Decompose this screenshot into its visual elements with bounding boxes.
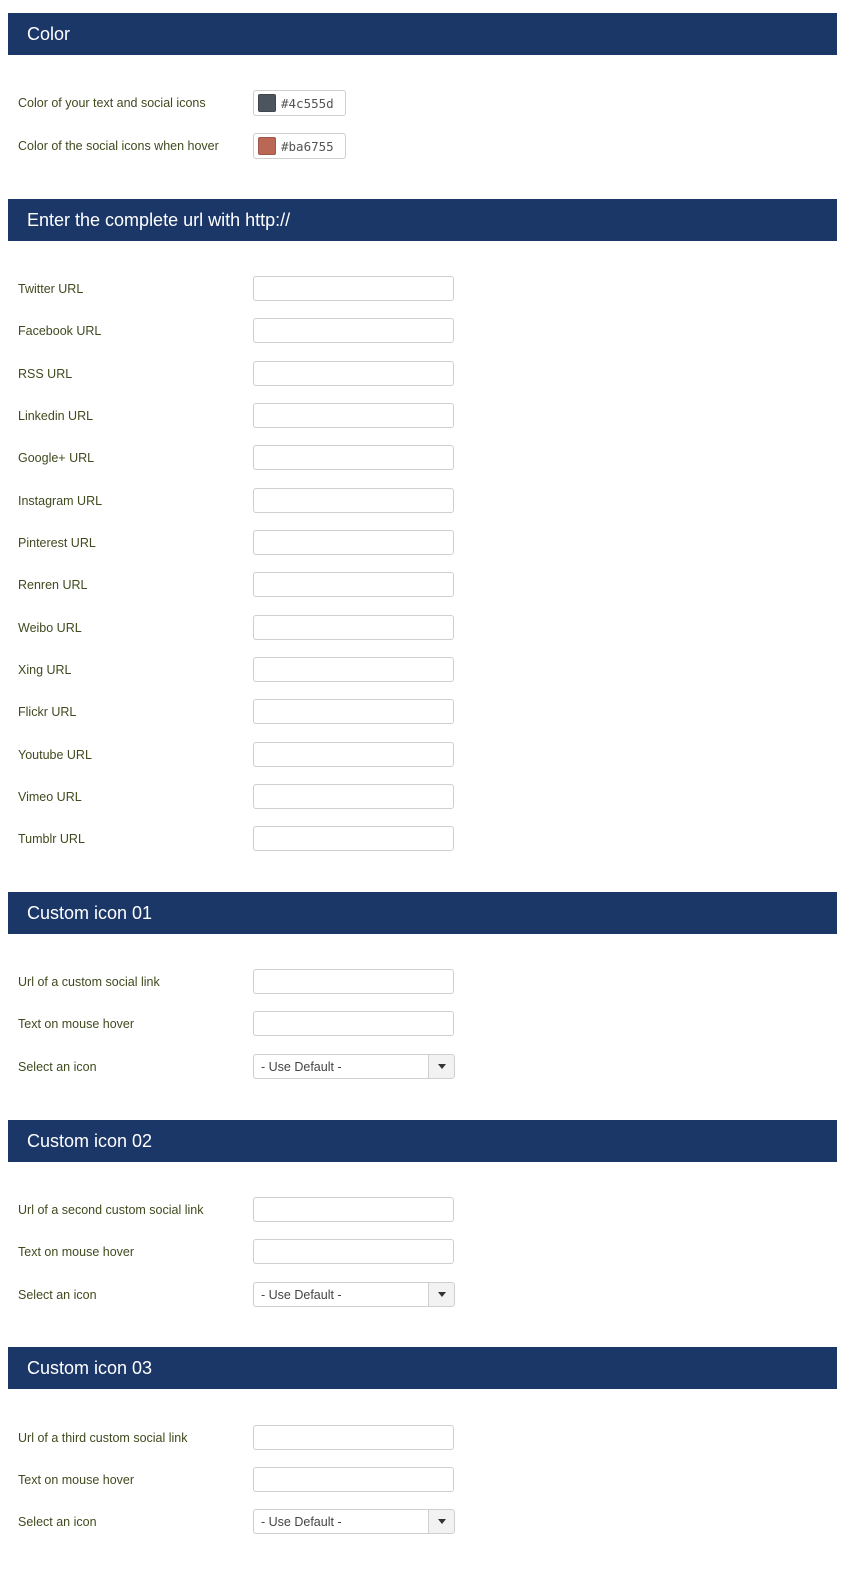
custom-icon-03-hover-input[interactable] [253,1467,454,1492]
custom-icon-03-url-input[interactable] [253,1425,454,1450]
custom-icon-01-url-label: Url of a custom social link [18,975,160,989]
twitter-url-input[interactable] [253,276,454,301]
hover-color-label: Color of the social icons when hover [18,139,219,153]
vimeo-url-label: Vimeo URL [18,790,82,804]
custom-icon-02-icon-label: Select an icon [18,1288,97,1302]
custom-icon-01-icon-select[interactable] [253,1054,455,1079]
custom-icon-03-hover-label: Text on mouse hover [18,1473,135,1487]
custom-icon-03-url-label: Url of a third custom social link [18,1431,188,1445]
text-color-swatch[interactable] [258,94,276,112]
instagram-url-label: Instagram URL [18,494,103,508]
renren-url-input[interactable] [253,572,454,597]
facebook-url-input[interactable] [253,318,454,343]
custom-icon-03-dropdown-toggle[interactable] [428,1510,454,1533]
text-color-value: #4c555d [281,95,334,111]
hover-color-value: #ba6755 [281,138,334,154]
custom-icon-02-hover-label: Text on mouse hover [18,1245,135,1259]
youtube-url-input[interactable] [253,742,454,767]
custom-icon-02-url-input[interactable] [253,1197,454,1222]
googleplus-url-label: Google+ URL [18,451,95,465]
xing-url-input[interactable] [253,657,454,682]
caret-down-icon [438,1519,446,1524]
custom-icon-02-hover-input[interactable] [253,1239,454,1264]
caret-down-icon [438,1292,446,1297]
custom-icon-01-hover-label: Text on mouse hover [18,1017,135,1031]
hover-color-swatch[interactable] [258,137,276,155]
custom-icon-01-header: Custom icon 01 [8,892,837,934]
custom-icon-03-icon-select[interactable] [253,1509,455,1534]
custom-icon-02-url-label: Url of a second custom social link [18,1203,204,1217]
custom-icon-03-icon-label: Select an icon [18,1515,97,1529]
caret-down-icon [438,1064,446,1069]
pinterest-url-label: Pinterest URL [18,536,96,550]
googleplus-url-input[interactable] [253,445,454,470]
custom-icon-02-header: Custom icon 02 [8,1120,837,1162]
custom-icon-01-icon-label: Select an icon [18,1060,97,1074]
custom-icon-03-icon-select-value: - Use Default - [261,1514,342,1529]
hover-color-picker[interactable] [253,133,346,159]
youtube-url-label: Youtube URL [18,748,92,762]
flickr-url-input[interactable] [253,699,454,724]
text-color-label: Color of your text and social icons [18,96,206,110]
custom-icon-02-icon-select[interactable] [253,1282,455,1307]
renren-url-label: Renren URL [18,578,88,592]
custom-icon-01-url-input[interactable] [253,969,454,994]
custom-icon-01-dropdown-toggle[interactable] [428,1055,454,1078]
rss-url-label: RSS URL [18,367,73,381]
color-section-header: Color [8,13,837,55]
facebook-url-label: Facebook URL [18,324,102,338]
custom-icon-02-icon-select-value: - Use Default - [261,1287,342,1302]
weibo-url-input[interactable] [253,615,454,640]
twitter-url-label: Twitter URL [18,282,84,296]
linkedin-url-label: Linkedin URL [18,409,94,423]
custom-icon-01-hover-input[interactable] [253,1011,454,1036]
text-color-picker[interactable] [253,90,346,116]
url-section-header: Enter the complete url with http:// [8,199,837,241]
instagram-url-input[interactable] [253,488,454,513]
tumblr-url-input[interactable] [253,826,454,851]
rss-url-input[interactable] [253,361,454,386]
custom-icon-03-header: Custom icon 03 [8,1347,837,1389]
linkedin-url-input[interactable] [253,403,454,428]
tumblr-url-label: Tumblr URL [18,832,85,846]
vimeo-url-input[interactable] [253,784,454,809]
pinterest-url-input[interactable] [253,530,454,555]
xing-url-label: Xing URL [18,663,72,677]
flickr-url-label: Flickr URL [18,705,77,719]
custom-icon-02-dropdown-toggle[interactable] [428,1283,454,1306]
weibo-url-label: Weibo URL [18,621,82,635]
custom-icon-01-icon-select-value: - Use Default - [261,1059,342,1074]
